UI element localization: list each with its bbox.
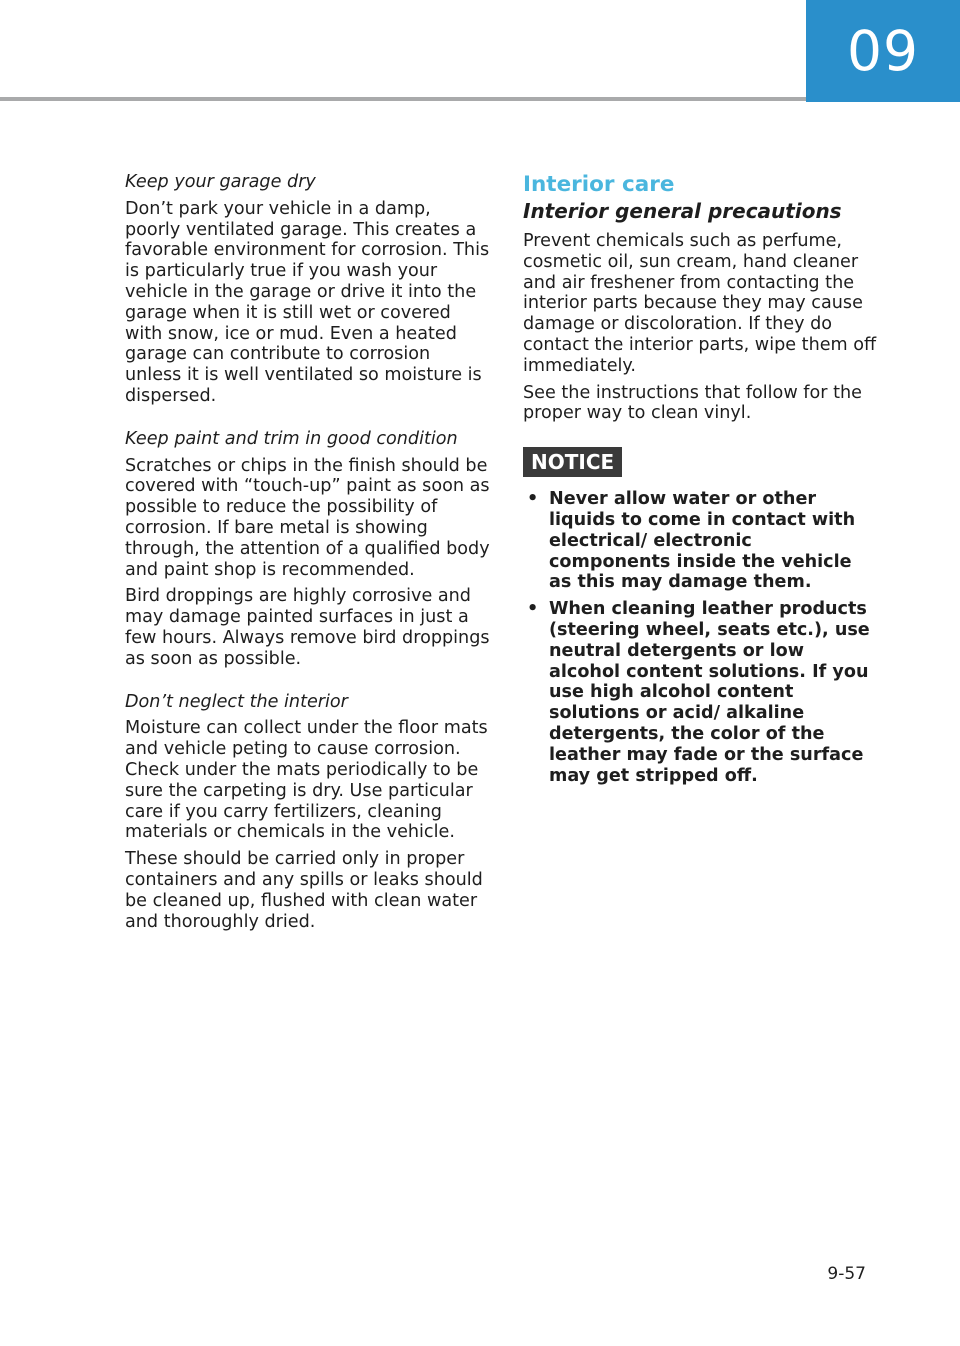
paragraph: Bird droppings are highly corrosive and may damage painted surfaces in just a few hours. Always remove bird droppings as soon as possible. [125, 586, 490, 669]
paragraph: See the instructions that follow for the proper way to clean vinyl. [523, 382, 862, 424]
subhead-interior: Don’t neglect the interior [125, 691, 348, 712]
notice-item-text: When cleaning leather products (steering wheel, seats etc.), use neutral detergents or low alcohol content solutions. If you use high alcohol content solutions or acid/ alkaline detergents, the color of the leather may fade or the surface may get stripped off. [549, 599, 870, 786]
section-title: Interior care [523, 172, 675, 197]
section-garage [125, 172, 491, 407]
notice-list [523, 489, 878, 786]
paragraph: These should be carried only in proper containers and any spills or leaks should be cleaned up, flushed with clean water and thoroughly dried. [125, 849, 483, 932]
chapter-tab: 09 [806, 0, 960, 102]
notice-item-text: Never allow water or other liquids to come in contact with electrical/ electronic components inside the vehicle as this may damage them. [549, 489, 856, 593]
right-column [523, 172, 878, 792]
notice-label: NOTICE [523, 447, 622, 477]
bullet-icon: • [527, 489, 539, 510]
subhead-paint: Keep paint and trim in good condition [125, 428, 458, 449]
header-rule [0, 97, 806, 101]
page-number: 9-57 [827, 1264, 866, 1284]
paragraph: Moisture can collect under the floor mats and vehicle peting to cause corrosion. Check under the mats periodically to be sure the carpeting is dry. Use particular care if you carry fertilizers, cleaning materials or chemicals in the vehicle. [125, 718, 488, 843]
left-column [125, 172, 491, 938]
section-paint [125, 429, 491, 670]
bullet-icon: • [527, 599, 539, 620]
paragraph: Scratches or chips in the finish should be covered with “touch-up” paint as soon as possible to reduce the possibility of corrosion. If bare metal is showing through, the attention of a qualified body and paint shop is recommended. [125, 455, 490, 580]
notice-item [523, 489, 878, 593]
sub-title: Interior general precautions [523, 199, 842, 223]
paragraph: Prevent chemicals such as perfume, cosmetic oil, sun cream, hand cleaner and air freshener from contacting the interior parts because they may cause damage or discoloration. If they do contact the interior parts, wipe them off immediately. [523, 231, 877, 376]
notice-item [523, 599, 878, 786]
subhead-garage: Keep your garage dry [125, 172, 316, 192]
paragraph: Don’t park your vehicle in a damp, poorly ventilated garage. This creates a favorable environment for corrosion. This is particularly true if you wash your vehicle in the garage or drive it into the garage when it is still wet or covered with snow, ice or mud. Even a heated garage can contribute to corrosion unless it is well ventilated so moisture is dispersed. [125, 198, 490, 406]
section-interior [125, 692, 491, 933]
